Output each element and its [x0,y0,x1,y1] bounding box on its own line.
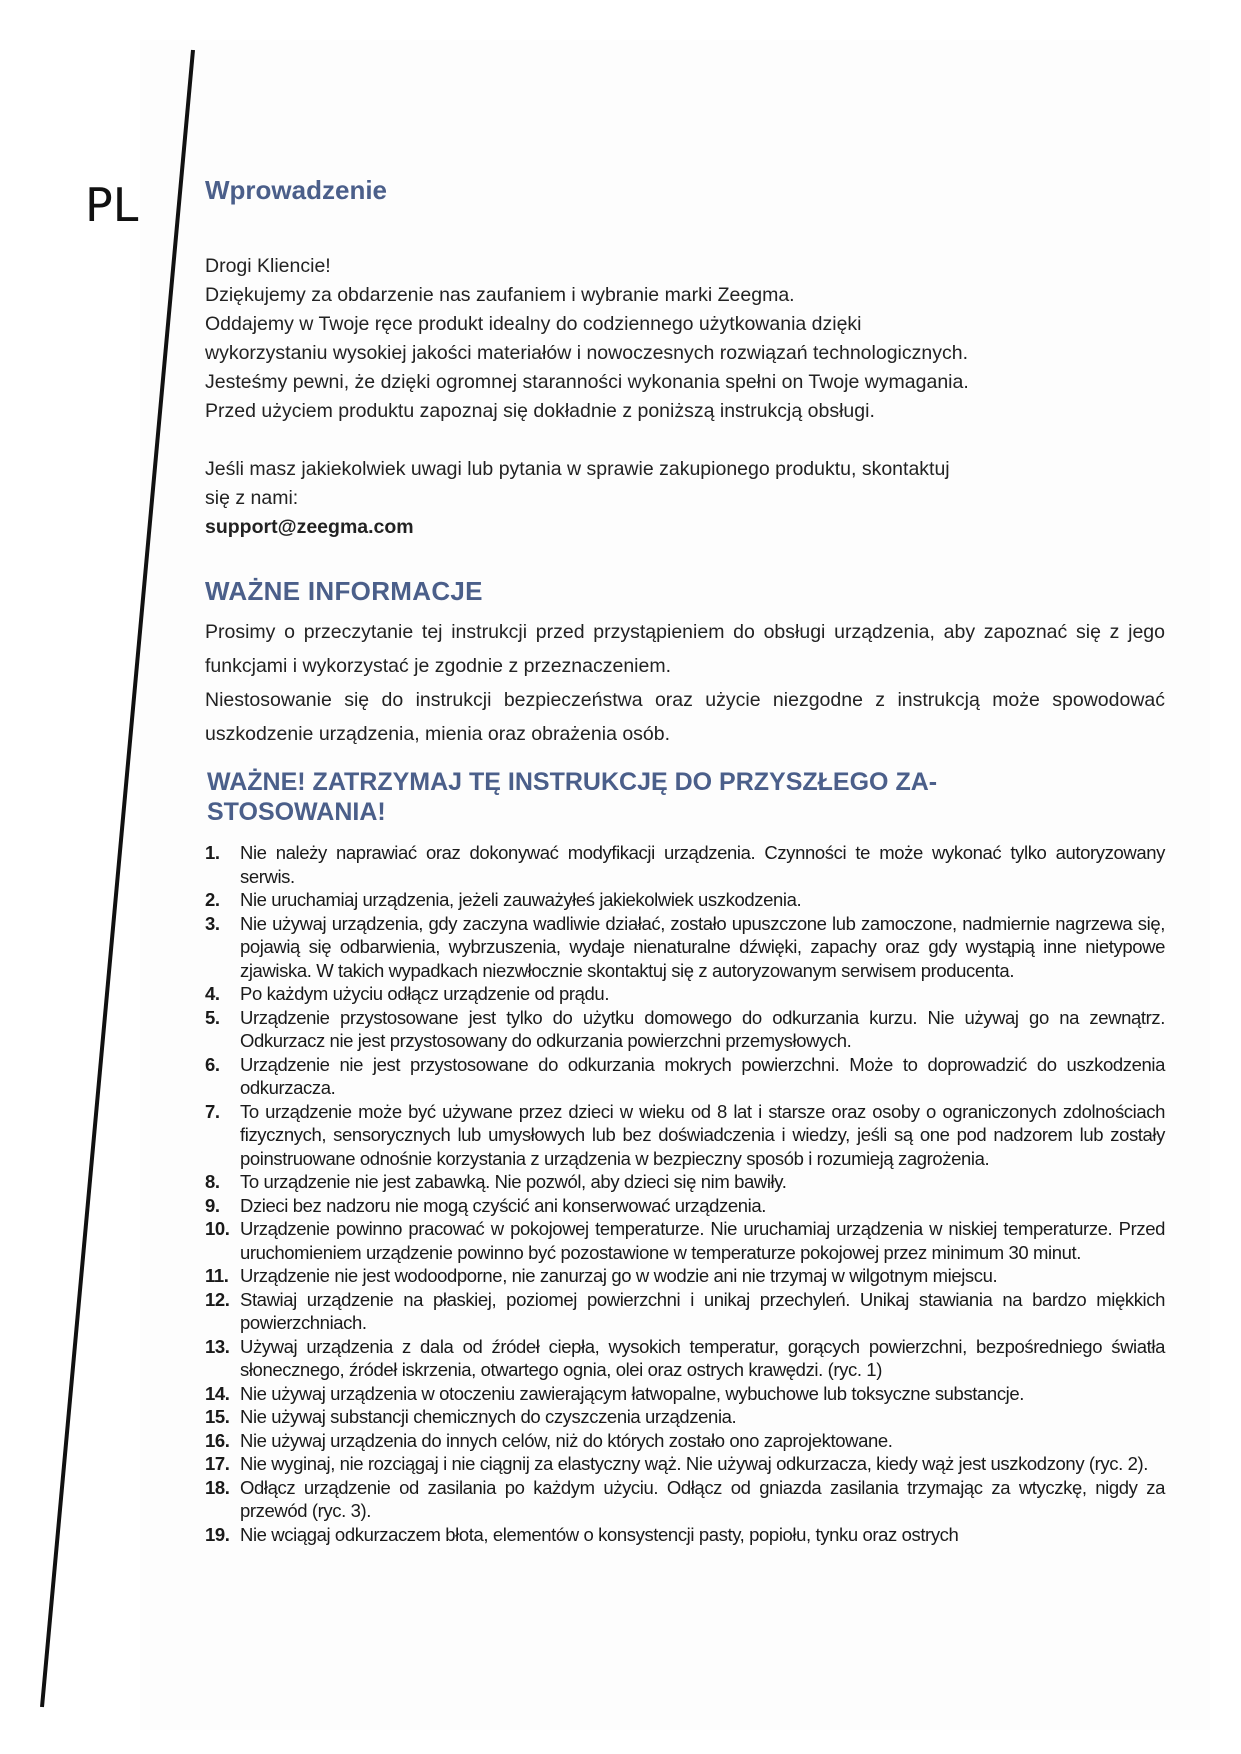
contact-block [205,455,1165,542]
rule-text: Dzieci bez nadzoru nie mogą czyścić ani konserwować urządzenia. [240,1194,766,1216]
safety-rule-item [205,888,1165,912]
rule-text: Nie należy naprawiać oraz dokonywać modyfikacji urządzenia. Czynności te może wykonać tylko autoryzowany serwis. [240,842,1165,887]
safety-rule-item [205,1429,1165,1453]
language-tag: PL [85,178,139,232]
safety-rule-item [205,1006,1165,1053]
contact-line: Jeśli masz jakiekolwiek uwagi lub pytania w sprawie zakupionego produktu, skontaktuj [205,458,950,480]
intro-line: wykorzystaniu wysokiej jakości materiałów i nowoczesnych rozwiązań technologicznych. [205,342,968,364]
rule-number: 6. [205,1053,220,1075]
rule-text: Nie używaj substancji chemicznych do czyszczenia urządzenia. [240,1406,737,1427]
rule-number: 4. [205,983,220,1004]
rule-text: Urządzenie przystosowane jest tylko do użytku domowego do odkurzania kurzu. Nie używaj go na zewnątrz. Odkurzacz nie jest przystosowany do odkurzania powierzchni przemysłowych. [240,1006,1165,1051]
rule-number: 3. [205,912,220,934]
safety-rule-item [205,912,1165,983]
rule-number: 11. [205,1265,229,1286]
rule-number: 17. [205,1453,230,1474]
safety-rule-item [205,1217,1165,1264]
rule-text: Nie uruchamiaj urządzenia, jeżeli zauważyłeś jakiekolwiek uszkodzenia. [240,889,802,910]
safety-rule-item [205,1264,1165,1288]
contact-line: się z nami: [205,487,299,509]
rule-number: 2. [205,889,220,910]
important-paragraph-1: Prosimy o przeczytanie tej instrukcji przed przystąpieniem do obsługi urządzenia, aby zapoznać się z jego funkcjami i wykorzystać je zgodnie z przeznaczeniem. [205,621,1165,677]
rule-number: 10. [205,1218,230,1239]
intro-line: Drogi Kliencie! [205,255,331,277]
safety-rule-item [205,1170,1165,1194]
rule-text: Nie używaj urządzenia do innych celów, niż do których zostało ono zaprojektowane. [240,1429,893,1451]
important-paragraph-2: Niestosowanie się do instrukcji bezpieczeństwa oraz użycie niezgodne z instrukcją może spowodować uszkodzenie urządzenia, mienia oraz obrażenia osób. [205,689,1165,745]
rule-number: 14. [205,1382,230,1404]
keep-instructions-title: WAŻNE! ZATRZYMAJ TĘ INSTRUKCJĘ DO PRZYSZŁEGO ZA-STOSOWANIA! [207,768,938,826]
rule-number: 9. [205,1194,220,1216]
rule-text: To urządzenie może być używane przez dzieci w wieku od 8 lat i starsze oraz osoby o ograniczonych zdolnościach fizycznych, sensorycznych lub umysłowych lub bez doświadczenia i wiedzy, jeśli są one pod nadzorem lub zostały poinstruowane odnośnie korzystania z urządzenia w bezpieczny sposób i rozumieją zagrożenia. [240,1100,1165,1169]
rule-number: 1. [205,842,220,863]
rule-text: Używaj urządzenia z dala od źródeł ciepła, wysokich temperatur, gorących powierzchni, bezpośredniego światła słonecznego, źródeł iskrzenia, otwartego ognia, olei oraz ostrych krawędzi. (ryc. 1) [240,1335,1165,1380]
safety-rule-item [205,1523,1165,1547]
safety-rule-item [205,1288,1165,1335]
safety-rule-item [205,1382,1165,1406]
safety-rule-item [205,1335,1165,1382]
intro-line: Przed użyciem produktu zapoznaj się dokładnie z poniższą instrukcją obsługi. [205,400,875,422]
safety-rule-item [205,841,1165,888]
safety-rule-item [205,1452,1165,1476]
rule-number: 7. [205,1100,220,1122]
rule-text: Urządzenie powinno pracować w pokojowej temperaturze. Nie uruchamiaj urządzenia w niskiej temperaturze. Przed uruchomieniem urządzenie powinno być pozostawione w temperaturze pokojowej przez minimum 30 minut. [240,1218,1165,1263]
rule-text: Urządzenie nie jest wodoodporne, nie zanurzaj go w wodzie ani nie trzymaj w wilgotnym miejscu. [240,1265,998,1286]
intro-text [205,252,1165,426]
rule-text: Odłącz urządzenie od zasilania po każdym użyciu. Odłącz od gniazda zasilania trzymając za wtyczkę, nigdy za przewód (ryc. 3). [240,1476,1165,1521]
safety-rule-item [205,1476,1165,1523]
rule-number: 13. [205,1335,230,1357]
rule-number: 5. [205,1006,220,1028]
important-info-title: WAŻNE INFORMACJE [205,576,483,606]
important-info-text [205,615,1165,751]
safety-rule-item [205,1100,1165,1171]
document-content [205,175,1165,1546]
rule-number: 18. [205,1476,230,1498]
rule-text: Nie wciągaj odkurzaczem błota, elementów o konsystencji pasty, popiołu, tynku oraz ostrych [240,1523,959,1545]
safety-rule-item [205,1194,1165,1218]
rule-text: Nie wyginaj, nie rozciągaj i nie ciągnij za elastyczny wąż. Nie używaj odkurzacza, kiedy wąż jest uszkodzony (ryc. 2). [240,1453,1148,1474]
rule-number: 15. [205,1406,230,1427]
rule-text: Nie używaj urządzenia, gdy zaczyna wadliwie działać, zostało upuszczone lub zamoczone, nadmiernie nagrzewa się, pojawią się odbarwienia, wybrzuszenia, wydaje nienaturalne dźwięki, zapachy oraz gdy wystąpią inne nietypowe zjawiska. W takich wypadkach niezwłocznie skontaktuj się z autoryzowanym serwisem producenta. [240,912,1165,981]
safety-rule-item [205,982,1165,1006]
rule-number: 8. [205,1171,220,1192]
intro-title: Wprowadzenie [205,175,388,205]
rule-text: Nie używaj urządzenia w otoczeniu zawierającym łatwopalne, wybuchowe lub toksyczne substancje. [240,1382,1025,1404]
intro-line: Jesteśmy pewni, że dzięki ogromnej staranności wykonania spełni on Twoje wymagania. [205,371,969,393]
support-email-link[interactable]: support@zeegma.com [205,516,414,538]
rule-text: Urządzenie nie jest przystosowane do odkurzania mokrych powierzchni. Może to doprowadzić do uszkodzenia odkurzacza. [240,1053,1165,1098]
intro-line: Dziękujemy za obdarzenie nas zaufaniem i wybranie marki Zeegma. [205,284,795,306]
safety-rule-item [205,1405,1165,1429]
rule-number: 16. [205,1429,230,1451]
rule-text: Stawiaj urządzenie na płaskiej, poziomej powierzchni i unikaj przechyleń. Unikaj stawiania na bardzo miękkich powierzchniach. [240,1288,1165,1333]
intro-line: Oddajemy w Twoje ręce produkt idealny do codziennego użytkowania dzięki [205,313,862,335]
rule-text: To urządzenie nie jest zabawką. Nie pozwól, aby dzieci się nim bawiły. [240,1171,787,1192]
rule-text: Po każdym użyciu odłącz urządzenie od prądu. [240,983,610,1004]
rule-number: 12. [205,1288,230,1310]
safety-rules-list [205,841,1165,1546]
rule-number: 19. [205,1523,230,1545]
safety-rule-item [205,1053,1165,1100]
